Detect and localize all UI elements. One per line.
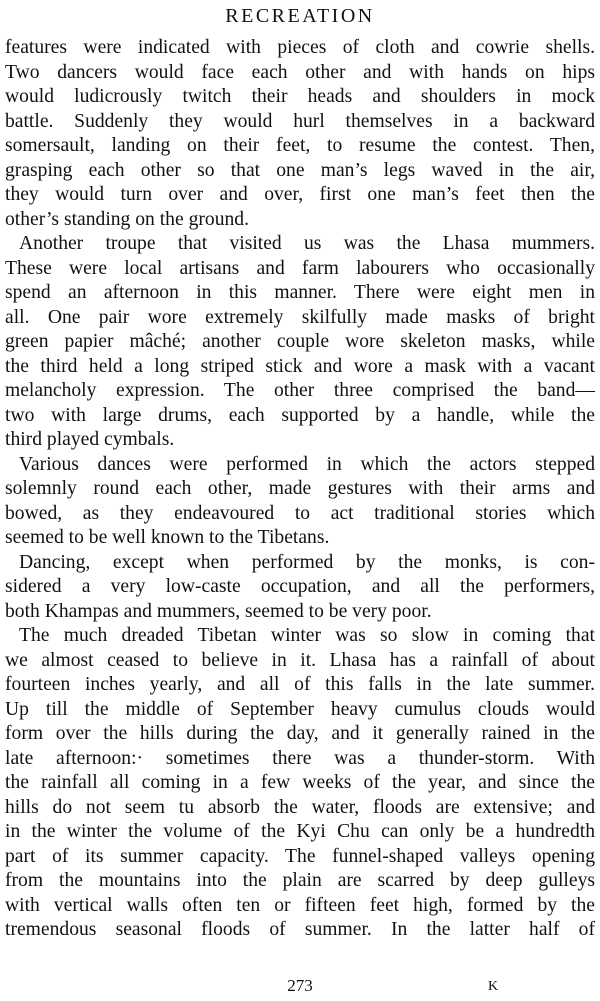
text-line: from the mountains into the plain are scarred by deep gulleys bbox=[5, 870, 595, 891]
text-line: tremendous seasonal floods of summer. In the latter half of bbox=[5, 919, 595, 940]
text-line: the rainfall all coming in a few weeks of the year, and since the bbox=[5, 772, 595, 793]
text-line: we almost ceased to believe in it. Lhasa has a rainfall of about bbox=[5, 649, 595, 671]
text-line: part of its summer capacity. The funnel-shaped valleys opening bbox=[5, 845, 595, 867]
signature-mark: K bbox=[488, 979, 500, 994]
text-line: sidered a very low-caste occupation, and all the performers, bbox=[5, 576, 595, 597]
text-line: These were local artisans and farm labourers who occasionally bbox=[5, 257, 595, 279]
text-line: melancholy expression. The other three comprised the band— bbox=[5, 380, 595, 401]
text-line: features were indicated with pieces of cloth and cowrie shells. bbox=[5, 37, 595, 58]
text-line: other’s standing on the ground. bbox=[5, 208, 249, 230]
text-line: in the winter the volume of the Kyi Chu can only be a hundredth bbox=[5, 821, 595, 842]
text-line: seemed to be well known to the Tibetans. bbox=[5, 527, 330, 548]
text-line: The much dreaded Tibetan winter was so slow in coming that bbox=[19, 625, 595, 646]
text-line: Another troupe that visited us was the Lhasa mummers. bbox=[19, 233, 595, 254]
text-line: two with large drums, each supported by a handle, while the bbox=[5, 404, 595, 426]
text-line: hills do not seem tu absorb the water, floods are extensive; and bbox=[5, 796, 595, 818]
text-line: both Khampas and mummers, seemed to be very poor. bbox=[5, 600, 432, 622]
text-line: solemnly round each other, made gestures with their arms and bbox=[5, 478, 595, 499]
text-line: Two dancers would face each other and with hands on hips bbox=[5, 61, 595, 83]
text-line: spend an afternoon in this manner. There were eight men in bbox=[5, 282, 595, 303]
running-head: RECREATION bbox=[225, 5, 375, 27]
text-line: green papier mâché; another couple wore skeleton masks, while bbox=[5, 331, 595, 352]
page-number: 273 bbox=[287, 976, 313, 995]
text-line: grasping each other so that one man’s legs waved in the air, bbox=[5, 159, 595, 181]
body-text bbox=[5, 36, 595, 943]
text-line: Various dances were performed in which the actors stepped bbox=[19, 453, 595, 475]
book-page bbox=[5, 0, 595, 1001]
text-line: all. One pair wore extremely skilfully made masks of bright bbox=[5, 306, 595, 328]
text-line: fourteen inches yearly, and all of this falls in the late summer. bbox=[5, 674, 595, 695]
text-line: bowed, as they endeavoured to act traditional stories which bbox=[5, 502, 595, 524]
text-line: third played cymbals. bbox=[5, 429, 175, 450]
text-line: would ludicrously twitch their heads and shoulders in mock bbox=[5, 86, 595, 107]
text-line: form over the hills during the day, and it generally rained in the bbox=[5, 723, 595, 744]
text-line: somersault, landing on their feet, to resume the contest. Then, bbox=[5, 135, 595, 156]
text-line: battle. Suddenly they would hurl themselves in a backward bbox=[5, 110, 595, 132]
text-line: Dancing, except when performed by the monks, is con- bbox=[19, 551, 595, 573]
text-line: late afternoon:· sometimes there was a thunder-storm. With bbox=[5, 747, 595, 769]
text-line: Up till the middle of September heavy cumulus clouds would bbox=[5, 698, 595, 720]
page-footer bbox=[5, 974, 595, 998]
text-line: they would turn over and over, first one man’s feet then the bbox=[5, 184, 595, 205]
text-line: with vertical walls often ten or fifteen feet high, formed by the bbox=[5, 894, 595, 916]
text-line: the third held a long striped stick and wore a mask with a vacant bbox=[5, 355, 595, 377]
